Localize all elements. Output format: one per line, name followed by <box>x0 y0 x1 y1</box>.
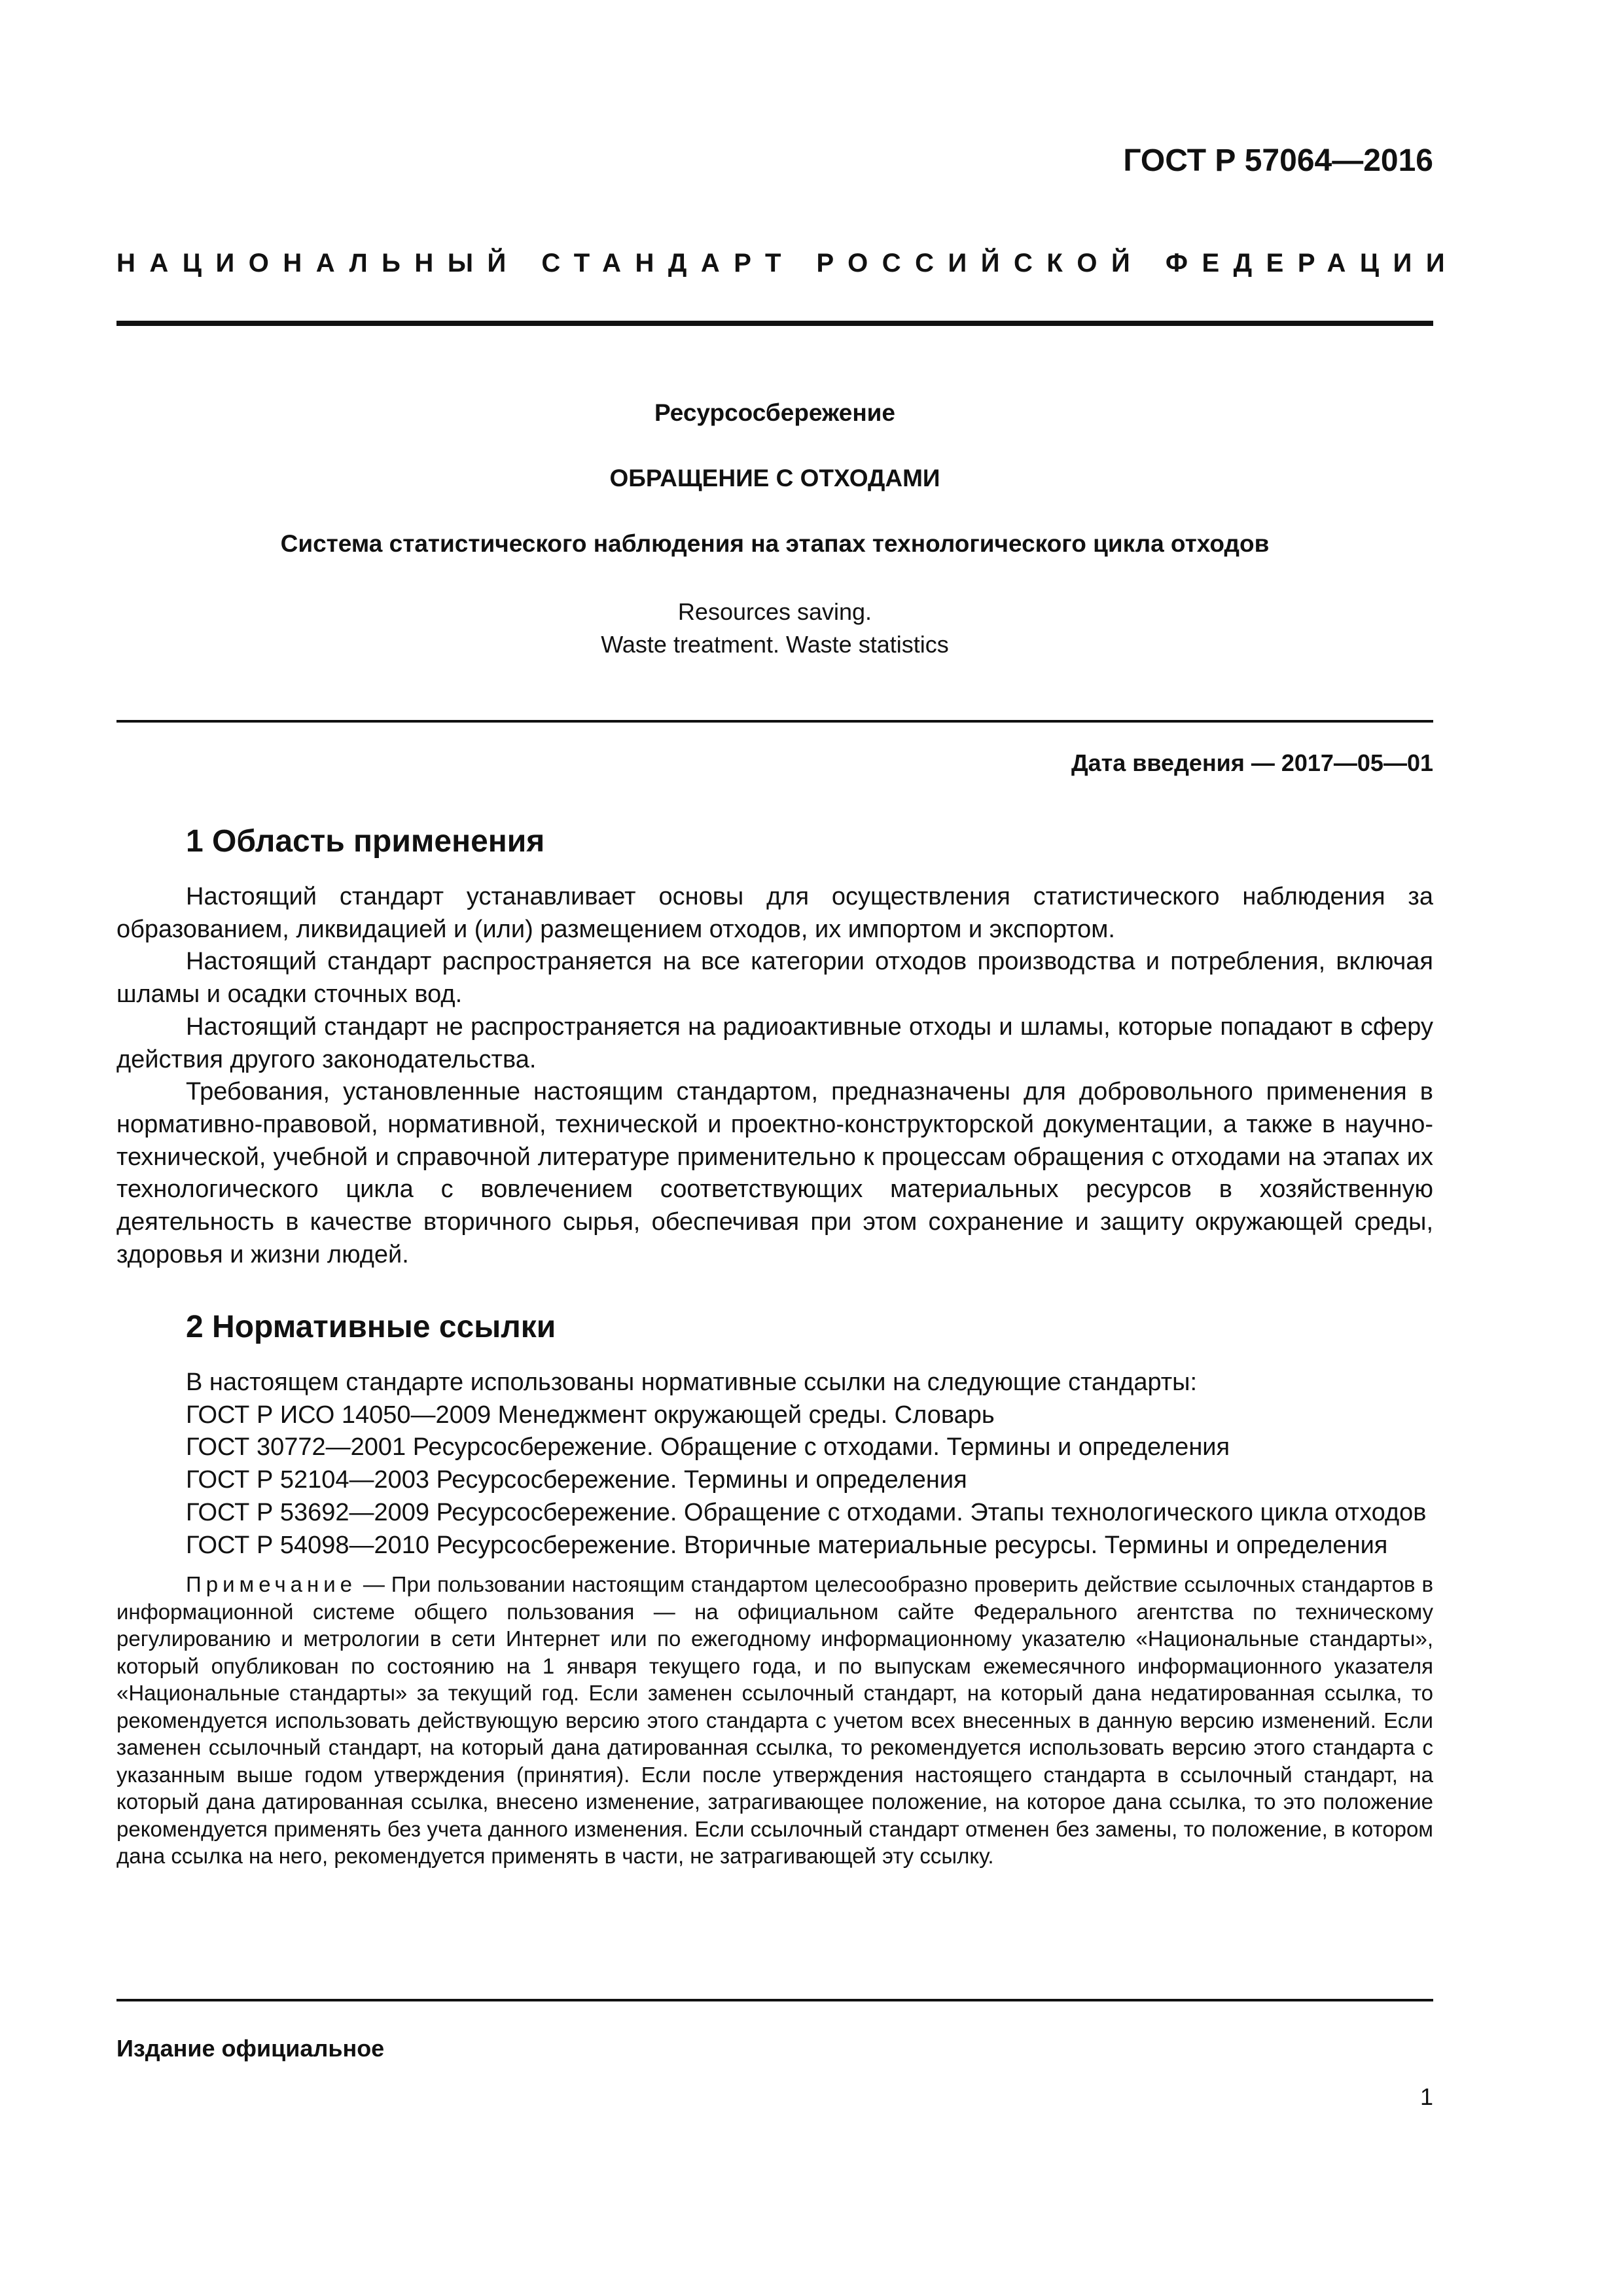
reference-item: ГОСТ Р 54098—2010 Ресурсосбережение. Вторичные материальные ресурсы. Термины и определения <box>186 1531 1388 1559</box>
standard-code: ГОСТ Р 57064—2016 <box>1123 143 1433 178</box>
note-label: Примечание <box>186 1572 357 1597</box>
page-number: 1 <box>1419 2083 1433 2110</box>
section-scope <box>116 826 1433 1271</box>
note <box>116 1571 1433 1870</box>
reference-item: ГОСТ Р 53692—2009 Ресурсосбережение. Обращение с отходами. Этапы технологического цикла отходов <box>186 1498 1427 1526</box>
english-title-line-1: Resources saving. <box>677 598 872 625</box>
english-title-line-2: Waste treatment. Waste statistics <box>601 631 949 658</box>
edition-label: Издание официальное <box>116 2035 385 2062</box>
reference-item: ГОСТ 30772—2001 Ресурсосбережение. Обращение с отходами. Термины и определения <box>186 1433 1230 1462</box>
document-main-title: ОБРАЩЕНИЕ С ОТХОДАМИ <box>609 465 940 492</box>
section-heading: 1 Область применения <box>186 824 545 859</box>
english-title <box>116 596 1433 661</box>
note-text: — При пользовании настоящим стандартом целесообразно проверить действие ссылочных стандартов в информационной системе общего пользования — на официальном сайте Федерального агентства по техническому регулированию и метрологии в сети Интернет или по ежегодному информационному указателю «Национальные стандарты», который опубликован по состоянию на 1 января текущего года, и по выпускам ежемесячного информационного указателя «Национальные стандарты» за текущий год. Если заменен ссылочный стандарт, на который дана недатированная ссылка, то рекомендуется использовать действующую версию этого стандарта с учетом всех внесенных в данную версию изменений. Если заменен ссылочный стандарт, на который дана датированная ссылка, то рекомендуется использовать версию этого стандарта с указанным выше годом утверждения (принятия). Если после утверждения настоящего стандарта в ссылочный стандарт, на который дана датированная ссылка, внесено изменение, затрагивающее положение, на которое дана ссылка, то это положение рекомендуется применять без учета данного изменения. Если ссылочный стандарт отменен без замены, то положение, в котором дана ссылка на него, рекомендуется применять в части, не затрагивающей эту ссылку. <box>116 1572 1433 1869</box>
document-subtitle: Система статистического наблюдения на этапах технологического цикла отходов <box>280 530 1270 557</box>
section-heading: 2 Нормативные ссылки <box>186 1310 556 1344</box>
document-page <box>116 0 1459 2296</box>
header-divider <box>116 321 1433 326</box>
section-body <box>116 881 1433 1271</box>
section-normative-references <box>116 1312 1433 1870</box>
document-topic: Ресурсосбережение <box>654 399 895 426</box>
reference-item: ГОСТ Р ИСО 14050—2009 Менеджмент окружающей среды. Словарь <box>186 1401 995 1429</box>
introduction-date: Дата введения — 2017—05—01 <box>1071 749 1433 776</box>
reference-item: ГОСТ Р 52104—2003 Ресурсосбережение. Термины и определения <box>186 1466 967 1494</box>
paragraph: Настоящий стандарт устанавливает основы для осуществления статистического наблюдения за образованием, ликвидацией и (или) размещением отходов, их импортом и экспортом. <box>116 883 1433 943</box>
national-standard-title: НАЦИОНАЛЬНЫЙ СТАНДАРТ РОССИЙСКОЙ ФЕДЕРАЦИИ <box>116 249 1459 278</box>
references-intro: В настоящем стандарте использованы нормативные ссылки на следующие стандарты: <box>186 1369 1198 1396</box>
paragraph: Настоящий стандарт распространяется на все категории отходов производства и потребления, включая шламы и осадки сточных вод. <box>116 948 1433 1009</box>
paragraph: Требования, установленные настоящим стандартом, предназначены для добровольного применения в нормативно-правовой, нормативной, технической и проектно-конструкторской документации, а также в научно-технической, учебной и справочной литературе применительно к процессам обращения с отходами на этапах их технологического цикла с вовлечением соответствующих материальных ресурсов в хозяйственную деятельность в качестве вторичного сырья, обеспечивая при этом сохранение и защиту окружающей среды, здоровья и жизни людей. <box>116 1078 1433 1268</box>
title-divider <box>116 720 1433 723</box>
paragraph: Настоящий стандарт не распространяется на радиоактивные отходы и шламы, которые попадают в сферу действия другого законодательства. <box>116 1013 1433 1073</box>
section-body <box>116 1367 1433 1562</box>
footer-divider <box>116 1999 1433 2001</box>
